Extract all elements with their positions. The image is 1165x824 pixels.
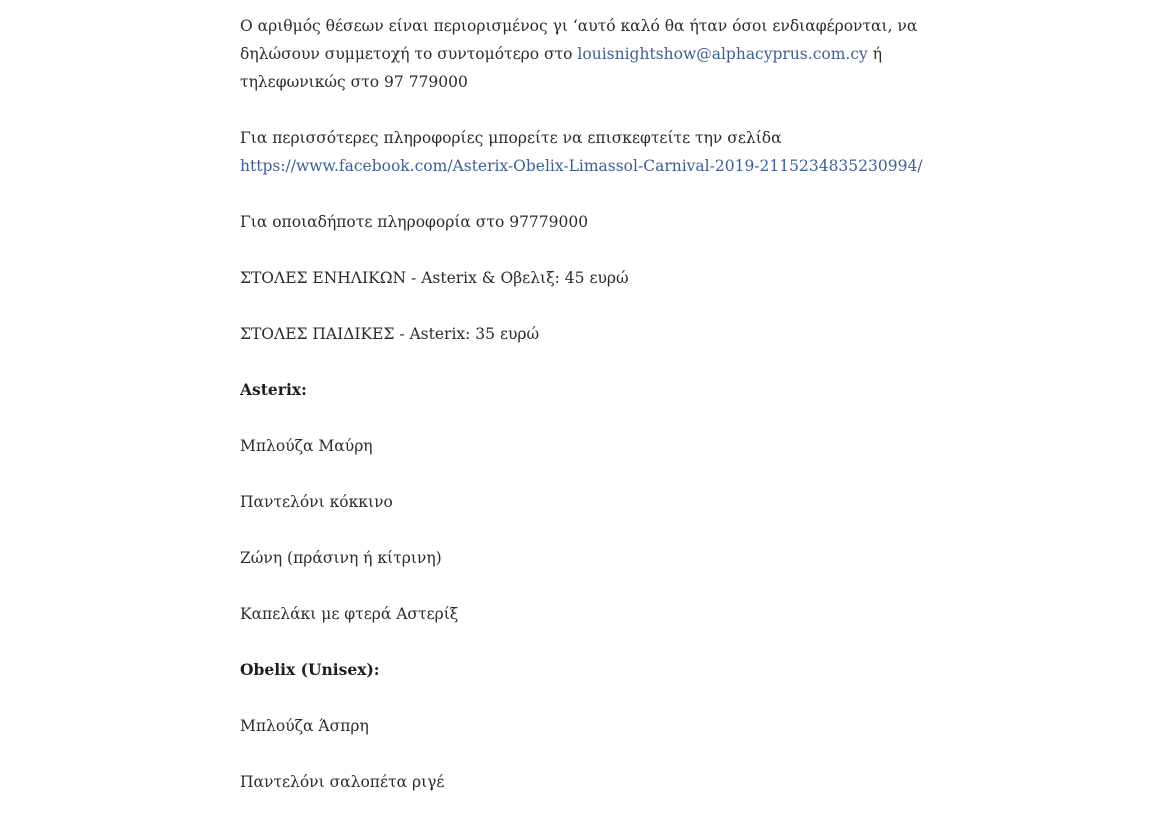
facebook-link[interactable]: https://www.facebook.com/Asterix-Obelix-Limassol-Carnival-2019-2115234835230994/ [240, 157, 923, 175]
obelix-item-shirt: Μπλούζα Άσπρη [240, 717, 369, 735]
contact-line-1: Ο αριθμός θέσεων είναι περιορισμένος γι ‘αυτό καλό θα ήταν όσοι ενδιαφέρονται, να [240, 17, 918, 35]
asterix-item-belt: Ζώνη (πράσινη ή κίτρινη) [240, 549, 442, 567]
obelix-section-heading [240, 656, 940, 684]
contact-line-2-text: δηλώσουν συμμετοχή το συντομότερο στο [240, 45, 578, 63]
contact-paragraph [240, 12, 940, 96]
asterix-section-heading [240, 376, 940, 404]
email-link[interactable]: louisnightshow@alphacyprus.com.cy [577, 45, 868, 63]
info-phone-paragraph: Για οποιαδήποτε πληροφορία στο 97779000 [240, 213, 589, 231]
contact-line-3: τηλεφωνικώς στο 97 779000 [240, 73, 468, 91]
article-body [240, 12, 940, 824]
obelix-item-trousers: Παντελόνι σαλοπέτα ριγέ [240, 773, 445, 791]
child-costumes-price: ΣΤΟΛΕΣ ΠΑΙΔΙΚΕΣ - Asterix: 35 ευρώ [240, 325, 540, 343]
contact-line-2-suffix: ή [867, 45, 882, 63]
asterix-item-trousers: Παντελόνι κόκκινο [240, 493, 393, 511]
adult-costumes-price: ΣΤΟΛΕΣ ΕΝΗΛΙΚΩΝ - Asterix & Οβελιξ: 45 ευρώ [240, 269, 629, 287]
asterix-heading: Asterix: [240, 380, 307, 399]
facebook-paragraph [240, 124, 940, 180]
asterix-item-shirt: Μπλούζα Μαύρη [240, 437, 373, 455]
asterix-item-hat: Καπελάκι με φτερά Αστερίξ [240, 605, 459, 623]
obelix-heading: Obelix (Unisex): [240, 660, 380, 679]
facebook-intro-text: Για περισσότερες πληροφορίες μπορείτε να επισκεφτείτε την σελίδα [240, 129, 782, 147]
